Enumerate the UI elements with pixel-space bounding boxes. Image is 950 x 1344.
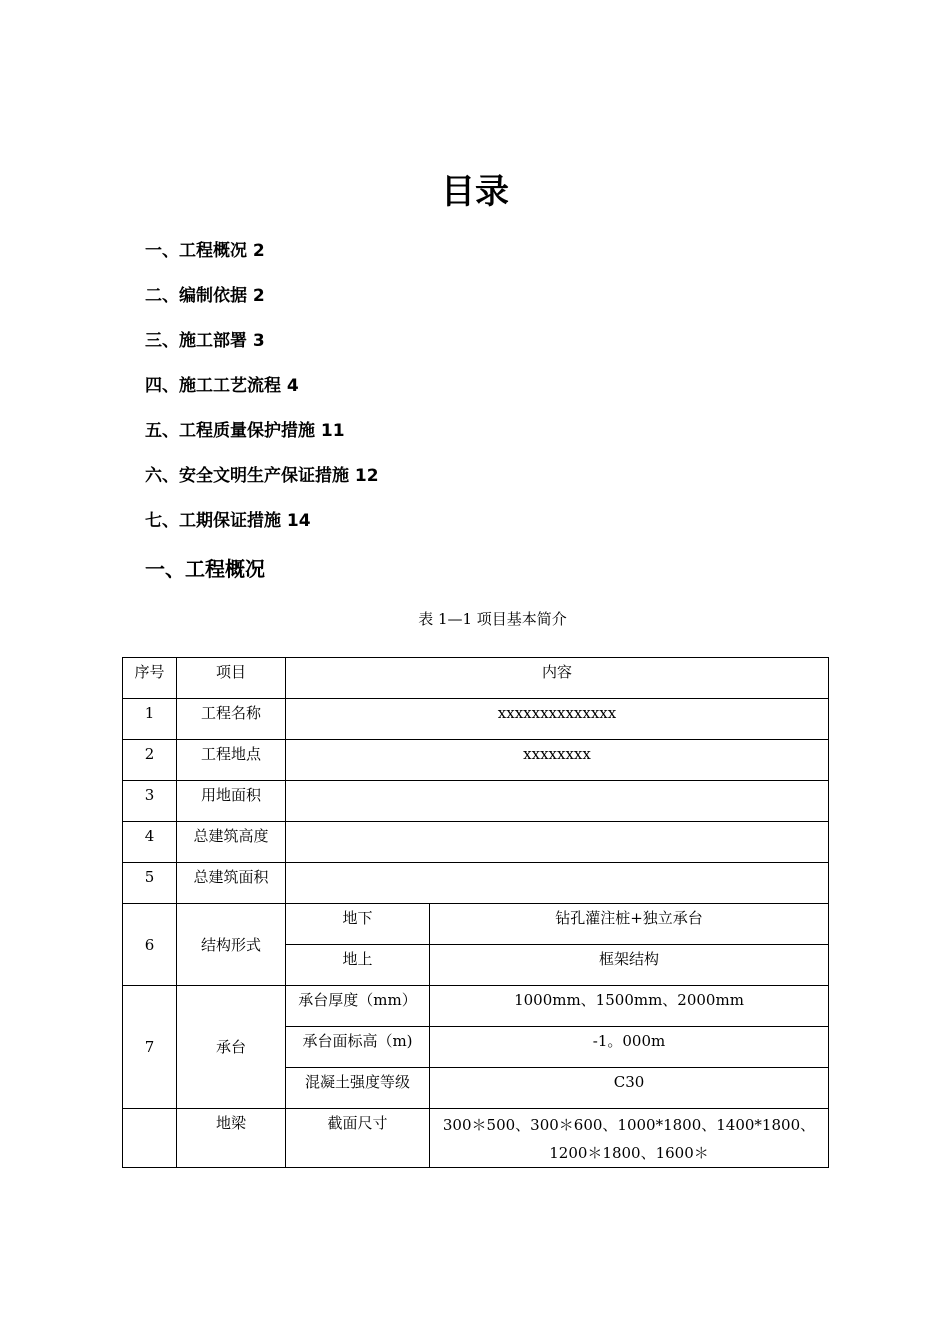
cell-subvalue: 框架结构 <box>430 945 829 986</box>
cell-sublabel: 承台面标高（m) <box>286 1027 430 1068</box>
cell-item: 工程地点 <box>177 740 286 781</box>
cell-item: 地梁 <box>177 1109 286 1168</box>
table-row <box>123 699 829 740</box>
cell-content <box>286 781 829 822</box>
table-row <box>123 1109 829 1168</box>
table-header-row <box>123 658 829 699</box>
cell-subvalue: 1000mm、1500mm、2000mm <box>430 986 829 1027</box>
cell-item: 用地面积 <box>177 781 286 822</box>
toc-item[interactable]: 七、工期保证措施 14 <box>145 511 311 531</box>
header-cell-content: 内容 <box>286 658 829 699</box>
cell-no: 2 <box>123 740 177 781</box>
cell-no: 7 <box>123 986 177 1109</box>
cell-item: 工程名称 <box>177 699 286 740</box>
cell-no: 3 <box>123 781 177 822</box>
table-row <box>123 986 829 1027</box>
page-title: 目录 <box>441 172 509 212</box>
cell-item: 承台 <box>177 986 286 1109</box>
header-cell-no: 序号 <box>123 658 177 699</box>
cell-item: 结构形式 <box>177 904 286 986</box>
cell-subvalue: -1。000m <box>430 1027 829 1068</box>
cell-item: 总建筑高度 <box>177 822 286 863</box>
cell-sublabel: 承台厚度（mm） <box>286 986 430 1027</box>
table-row <box>123 904 829 945</box>
cell-no: 5 <box>123 863 177 904</box>
toc-item[interactable]: 五、工程质量保护措施 11 <box>145 421 345 441</box>
cell-sublabel: 截面尺寸 <box>286 1109 430 1168</box>
table-row <box>123 863 829 904</box>
toc-item[interactable]: 二、编制依据 2 <box>145 286 265 306</box>
cell-subvalue: 300＊500、300＊600、1000*1800、1400*1800、1200＊1800、1600＊ <box>430 1109 829 1168</box>
toc-item[interactable]: 四、施工工艺流程 4 <box>145 376 299 396</box>
cell-content: xxxxxxxx <box>286 740 829 781</box>
section-heading: 一、工程概况 <box>145 557 265 581</box>
toc-item[interactable]: 一、工程概况 2 <box>145 241 265 261</box>
toc-item[interactable]: 六、安全文明生产保证措施 12 <box>145 466 379 486</box>
header-cell-item: 项目 <box>177 658 286 699</box>
toc-item[interactable]: 三、施工部署 3 <box>145 331 265 351</box>
cell-no: 6 <box>123 904 177 986</box>
cell-sublabel: 混凝土强度等级 <box>286 1068 430 1109</box>
cell-subvalue: 钻孔灌注桩+独立承台 <box>430 904 829 945</box>
cell-content <box>286 863 829 904</box>
cell-no: 4 <box>123 822 177 863</box>
table-of-contents <box>145 237 379 552</box>
cell-content <box>286 822 829 863</box>
cell-item: 总建筑面积 <box>177 863 286 904</box>
table-row <box>123 781 829 822</box>
cell-sublabel: 地下 <box>286 904 430 945</box>
cell-no: 1 <box>123 699 177 740</box>
table-caption: 表 1—1 项目基本简介 <box>418 610 567 628</box>
cell-content: xxxxxxxxxxxxxx <box>286 699 829 740</box>
project-info-table <box>122 657 829 1168</box>
cell-subvalue: C30 <box>430 1068 829 1109</box>
cell-sublabel: 地上 <box>286 945 430 986</box>
cell-no <box>123 1109 177 1168</box>
table-row <box>123 740 829 781</box>
table-row <box>123 822 829 863</box>
